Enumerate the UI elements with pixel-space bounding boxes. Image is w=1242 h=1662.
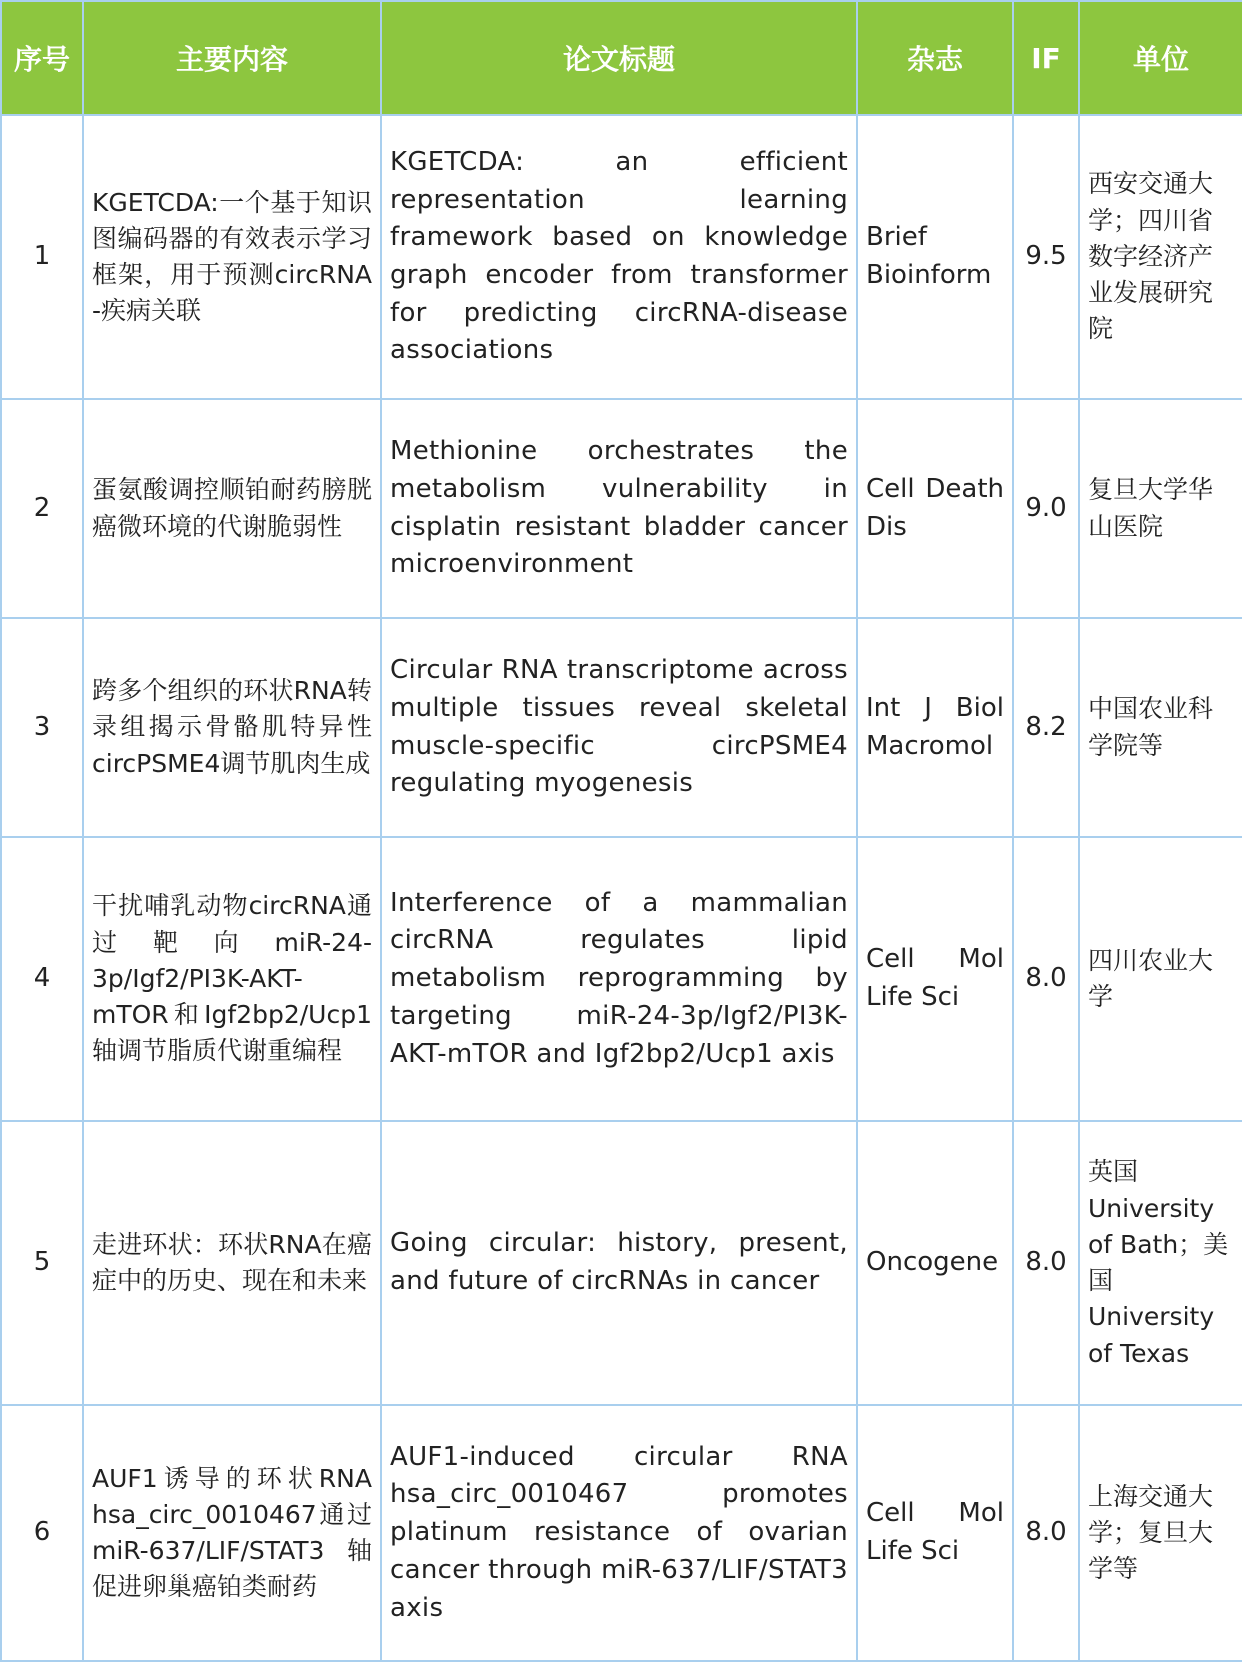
row-content: 蛋氨酸调控顺铂耐药膀胱癌微环境的代谢脆弱性 [83, 399, 381, 618]
row-unit: 英国University of Bath；美国University of Texas [1079, 1121, 1242, 1405]
row-if: 8.2 [1013, 618, 1079, 837]
header-index: 序号 [1, 1, 83, 115]
row-unit: 四川农业大学 [1079, 837, 1242, 1121]
table-row [1, 1121, 1242, 1405]
row-content: 干扰哺乳动物circRNA通过靶向miR-24-3p/Igf2/PI3K-AKT-mTOR和Igf2bp2/Ucp1轴调节脂质代谢重编程 [83, 837, 381, 1121]
header-unit: 单位 [1079, 1, 1242, 115]
row-title: AUF1-induced circular RNA hsa_circ_0010467 promotes platinum resistance of ovarian cancer through miR-637/LIF/STAT3 axis [381, 1405, 857, 1661]
row-journal: Cell Death Dis [857, 399, 1013, 618]
row-title: Circular RNA transcriptome across multiple tissues reveal skeletal muscle-specific circPSME4 regulating myogenesis [381, 618, 857, 837]
row-content: 跨多个组织的环状RNA转录组揭示骨骼肌特异性circPSME4调节肌肉生成 [83, 618, 381, 837]
row-title: Interference of a mammalian circRNA regulates lipid metabolism reprogramming by targeting miR-24-3p/Igf2/PI3K-AKT-mTOR and Igf2bp2/Ucp1 axis [381, 837, 857, 1121]
table-row [1, 399, 1242, 618]
row-title: KGETCDA: an efficient representation learning framework based on knowledge graph encoder from transformer for predicting circRNA-disease associations [381, 115, 857, 399]
row-index: 4 [1, 837, 83, 1121]
row-journal: Cell Mol Life Sci [857, 837, 1013, 1121]
row-if: 8.0 [1013, 1121, 1079, 1405]
row-if: 8.0 [1013, 837, 1079, 1121]
table-row [1, 115, 1242, 399]
table-row [1, 1405, 1242, 1661]
row-unit: 上海交通大学；复旦大学等 [1079, 1405, 1242, 1661]
table-row [1, 618, 1242, 837]
header-title: 论文标题 [381, 1, 857, 115]
row-title: Going circular: history, present, and future of circRNAs in cancer [381, 1121, 857, 1405]
row-journal: Int J Biol Macromol [857, 618, 1013, 837]
row-title: Methionine orchestrates the metabolism vulnerability in cisplatin resistant bladder cancer microenvironment [381, 399, 857, 618]
row-content: KGETCDA:一个基于知识图编码器的有效表示学习框架，用于预测circRNA -疾病关联 [83, 115, 381, 399]
row-index: 3 [1, 618, 83, 837]
header-content: 主要内容 [83, 1, 381, 115]
row-journal: Cell Mol Life Sci [857, 1405, 1013, 1661]
table-row [1, 837, 1242, 1121]
header-row [1, 1, 1242, 115]
row-unit: 中国农业科学院等 [1079, 618, 1242, 837]
row-index: 5 [1, 1121, 83, 1405]
row-index: 2 [1, 399, 83, 618]
row-unit: 西安交通大学；四川省数字经济产业发展研究院 [1079, 115, 1242, 399]
row-if: 9.5 [1013, 115, 1079, 399]
row-index: 1 [1, 115, 83, 399]
row-journal: Brief Bioinform [857, 115, 1013, 399]
row-content: 走进环状：环状RNA在癌症中的历史、现在和未来 [83, 1121, 381, 1405]
row-if: 8.0 [1013, 1405, 1079, 1661]
header-journal: 杂志 [857, 1, 1013, 115]
row-unit: 复旦大学华山医院 [1079, 399, 1242, 618]
header-if: IF [1013, 1, 1079, 115]
row-content: AUF1诱导的环状RNA hsa_circ_0010467通过miR-637/LIF/STAT3轴促进卵巢癌铂类耐药 [83, 1405, 381, 1661]
row-if: 9.0 [1013, 399, 1079, 618]
row-journal: Oncogene [857, 1121, 1013, 1405]
row-index: 6 [1, 1405, 83, 1661]
